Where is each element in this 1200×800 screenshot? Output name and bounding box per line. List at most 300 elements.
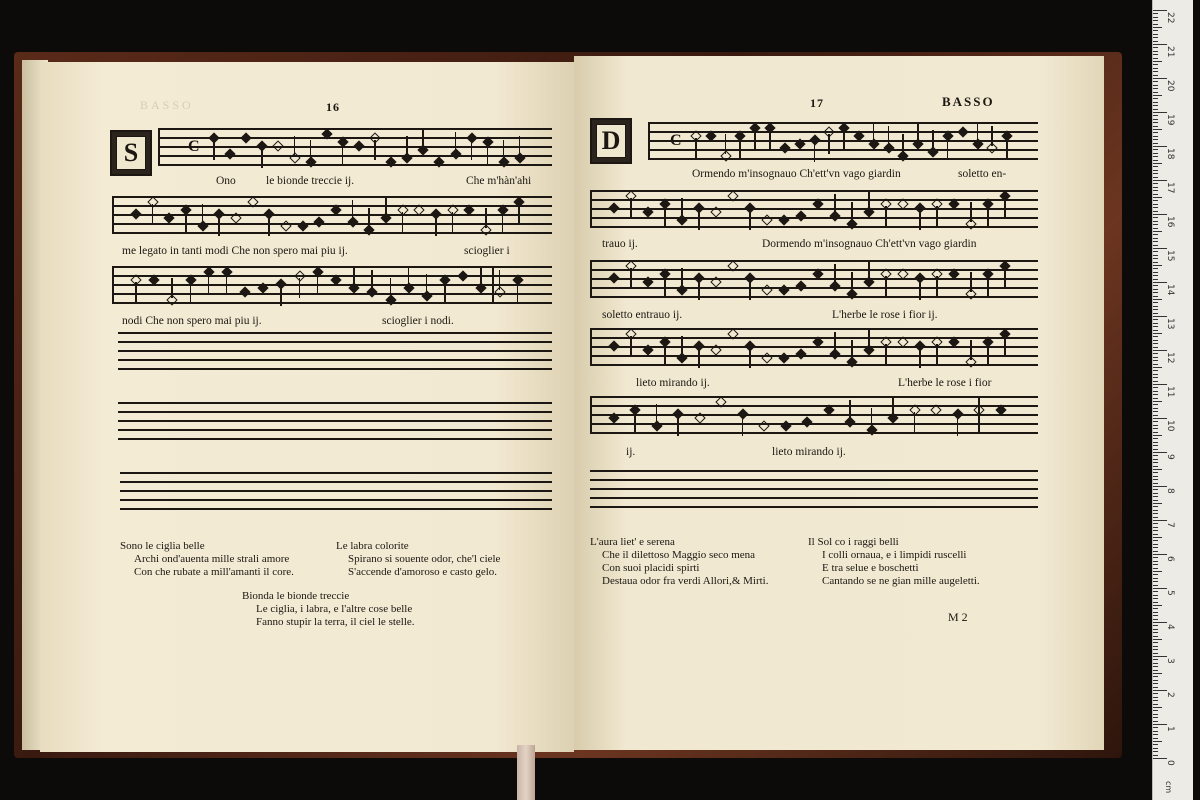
- note-stem: [630, 198, 632, 218]
- ruler-tick: [1153, 659, 1158, 660]
- ruler-tick: [1153, 279, 1158, 280]
- note-stem: [135, 282, 137, 302]
- initial-letter: D: [596, 124, 626, 158]
- ruler-tick: [1153, 683, 1158, 684]
- ruler-tick: [1153, 506, 1158, 507]
- ruler-tick: [1153, 129, 1162, 130]
- ruler-tick: [1153, 296, 1158, 297]
- note-stem: [987, 276, 989, 296]
- ruler-tick: [1153, 173, 1158, 174]
- note-stem: [695, 138, 697, 158]
- note-stem: [749, 348, 751, 368]
- music-staff-2: [590, 190, 1038, 230]
- note-stem: [374, 140, 376, 160]
- ruler-tick: [1153, 690, 1167, 691]
- ruler-label: 13: [1165, 318, 1175, 330]
- ruler-tick: [1153, 204, 1158, 205]
- note-stem: [873, 122, 875, 142]
- ruler-label: 9: [1165, 454, 1175, 460]
- note-stem: [871, 408, 873, 428]
- note-stem: [268, 216, 270, 236]
- ruler-tick: [1153, 588, 1167, 589]
- ruler-tick: [1153, 612, 1158, 613]
- ruler-tick: [1153, 435, 1162, 436]
- music-note: [779, 142, 790, 153]
- bar-line: [590, 328, 592, 366]
- empty-staff: [120, 472, 552, 512]
- note-stem: [698, 348, 700, 368]
- ruler-tick: [1153, 561, 1158, 562]
- ruler-tick: [1153, 591, 1158, 592]
- ruler-tick: [1153, 649, 1158, 650]
- ruler-tick: [1153, 700, 1158, 701]
- ruler-tick: [1153, 527, 1158, 528]
- ruler-tick: [1153, 132, 1158, 133]
- note-stem: [213, 140, 215, 160]
- ruler-tick: [1153, 398, 1158, 399]
- ruler-tick: [1153, 449, 1158, 450]
- ruler-label: 10: [1165, 420, 1175, 432]
- ruler-tick: [1153, 687, 1158, 688]
- note-stem: [868, 190, 870, 210]
- note-stem: [987, 206, 989, 226]
- note-stem: [892, 396, 894, 416]
- note-stem: [261, 148, 263, 168]
- empty-staff: [118, 402, 552, 442]
- ruler-tick: [1153, 469, 1162, 470]
- ruler-tick: [1153, 47, 1158, 48]
- ruler-tick: [1153, 302, 1158, 303]
- note-stem: [368, 208, 370, 228]
- ruler-tick: [1153, 309, 1158, 310]
- ruler-tick: [1153, 160, 1158, 161]
- music-staff-5: [590, 396, 1038, 436]
- ruler-tick: [1153, 61, 1162, 62]
- note-stem: [353, 266, 355, 286]
- note-stem: [208, 274, 210, 294]
- note-stem: [957, 416, 959, 436]
- ruler-tick: [1153, 404, 1158, 405]
- ruler-tick: [1153, 486, 1167, 487]
- ruler-tick: [1153, 44, 1167, 45]
- note-stem: [503, 140, 505, 160]
- bookmark-ribbon: [517, 745, 535, 800]
- ruler-tick: [1153, 714, 1158, 715]
- ruler-tick: [1153, 411, 1158, 412]
- ruler-tick: [1153, 455, 1158, 456]
- ruler-tick: [1153, 625, 1158, 626]
- ruler-tick: [1153, 364, 1158, 365]
- lyric: soletto en-: [958, 168, 1007, 180]
- ruler-tick: [1153, 391, 1158, 392]
- ruler-tick: [1153, 608, 1158, 609]
- ruler-tick: [1153, 632, 1158, 633]
- ruler-tick: [1153, 693, 1158, 694]
- music-staff-3: [112, 266, 552, 306]
- ruler-tick: [1153, 574, 1158, 575]
- ruler-tick: [1153, 306, 1158, 307]
- ruler-label: 6: [1165, 556, 1175, 562]
- music-note: [239, 286, 250, 297]
- bar-line: [590, 190, 592, 228]
- ruler-tick: [1153, 360, 1158, 361]
- page-number: 16: [326, 100, 340, 114]
- ruler-tick: [1153, 238, 1158, 239]
- music-note: [608, 202, 619, 213]
- ruler-label: 12: [1165, 352, 1175, 364]
- running-header: BASSO: [942, 94, 995, 109]
- music-note: [434, 156, 445, 167]
- lyric: lieto mirando ij.: [772, 446, 846, 458]
- ruler-tick: [1153, 401, 1162, 402]
- ruler-tick: [1153, 415, 1158, 416]
- ruler-tick: [1153, 228, 1158, 229]
- note-stem: [843, 130, 845, 150]
- ruler-tick: [1153, 275, 1158, 276]
- music-note: [608, 272, 619, 283]
- ruler-tick: [1153, 394, 1158, 395]
- note-stem: [342, 144, 344, 164]
- ruler-tick: [1153, 554, 1167, 555]
- ruler-tick: [1153, 489, 1158, 490]
- ruler-tick: [1153, 605, 1162, 606]
- note-stem: [471, 140, 473, 160]
- ruler-tick: [1153, 183, 1158, 184]
- ruler-label: 5: [1165, 590, 1175, 596]
- note-stem: [480, 266, 482, 286]
- note-stem: [317, 274, 319, 294]
- ruler-label: 15: [1165, 250, 1175, 262]
- ruler-tick: [1153, 367, 1162, 368]
- ruler-tick: [1153, 299, 1162, 300]
- ruler-tick: [1153, 27, 1162, 28]
- bar-line: [648, 122, 650, 160]
- note-stem: [725, 134, 727, 154]
- note-stem: [455, 132, 457, 152]
- ruler-tick: [1153, 636, 1158, 637]
- ruler-tick: [1153, 272, 1158, 273]
- ruler-tick: [1153, 680, 1158, 681]
- ruler-tick: [1153, 340, 1158, 341]
- ruler-tick: [1153, 88, 1158, 89]
- ruler-tick: [1153, 85, 1158, 86]
- music-note: [273, 140, 284, 151]
- ruler-tick: [1153, 146, 1167, 147]
- ruler-tick: [1153, 734, 1158, 735]
- ruler-tick: [1153, 126, 1158, 127]
- ruler-tick: [1153, 381, 1158, 382]
- ruler-tick: [1153, 34, 1158, 35]
- ruler-tick: [1153, 92, 1158, 93]
- ruler-tick: [1153, 13, 1158, 14]
- ruler-tick: [1153, 387, 1158, 388]
- note-stem: [677, 416, 679, 436]
- note-stem: [936, 276, 938, 296]
- music-note: [314, 216, 325, 227]
- clef: C: [670, 132, 682, 149]
- ruler-tick: [1153, 136, 1158, 137]
- ruler-tick: [1153, 58, 1158, 59]
- note-stem: [834, 194, 836, 214]
- note-stem: [435, 216, 437, 236]
- ruler-label: 18: [1165, 148, 1175, 160]
- note-stem: [408, 266, 410, 286]
- ruler-tick: [1153, 350, 1167, 351]
- note-stem: [444, 282, 446, 302]
- ruler-label: 14: [1165, 284, 1175, 296]
- clef: C: [188, 138, 200, 155]
- ruler-tick: [1153, 629, 1158, 630]
- ruler-tick: [1153, 330, 1158, 331]
- music-staff-3: [590, 260, 1038, 300]
- ruler-tick: [1153, 323, 1158, 324]
- ruler-tick: [1153, 483, 1158, 484]
- ruler-tick: [1153, 384, 1167, 385]
- ruler-label: 7: [1165, 522, 1175, 528]
- ruler-tick: [1153, 758, 1167, 759]
- note-stem: [664, 344, 666, 364]
- ruler-tick: [1153, 598, 1158, 599]
- ruler-tick: [1153, 544, 1158, 545]
- ruler-tick: [1153, 741, 1162, 742]
- music-staff-1: [158, 128, 552, 168]
- ruler-tick: [1153, 377, 1158, 378]
- measuring-ruler: [1152, 0, 1193, 800]
- note-stem: [970, 202, 972, 222]
- ruler-tick: [1153, 503, 1162, 504]
- ruler-tick: [1153, 513, 1158, 514]
- right-page: [574, 56, 1104, 750]
- note-stem: [902, 134, 904, 154]
- note-stem: [352, 200, 354, 220]
- note-stem: [814, 142, 816, 162]
- ruler-tick: [1153, 557, 1158, 558]
- bar-line: [112, 266, 114, 304]
- ruler-tick: [1153, 10, 1167, 11]
- verse-stanza: Bionda le bionde treccie Le ciglia, i labra, e l'altre cose belle Fanno stupir la terra, il ciel le stelle.: [242, 590, 415, 628]
- note-stem: [422, 128, 424, 148]
- note-stem: [885, 344, 887, 364]
- ruler-tick: [1153, 64, 1158, 65]
- ruler-tick: [1153, 224, 1158, 225]
- ruler-tick: [1153, 717, 1158, 718]
- note-stem: [917, 122, 919, 142]
- note-stem: [851, 272, 853, 292]
- ruler-tick: [1153, 466, 1158, 467]
- note-stem: [202, 204, 204, 224]
- note-stem: [932, 130, 934, 150]
- note-stem: [656, 404, 658, 424]
- music-note: [795, 348, 806, 359]
- note-stem: [828, 134, 830, 154]
- ruler-tick: [1153, 319, 1158, 320]
- ruler-tick: [1153, 540, 1158, 541]
- ruler-tick: [1153, 234, 1158, 235]
- note-stem: [390, 278, 392, 298]
- ruler-tick: [1153, 751, 1158, 752]
- ruler-tick: [1153, 265, 1162, 266]
- ruler-tick: [1153, 595, 1158, 596]
- ruler-tick: [1153, 119, 1158, 120]
- verse-stanza: Le labra colorite Spirano si souente odor, che'l ciele S'accende d'amoroso e casto gelo.: [336, 540, 501, 578]
- note-stem: [502, 212, 504, 232]
- lyric: Ormendo m'insognauo Ch'ett'vn vago giardin: [692, 168, 901, 180]
- ruler-tick: [1153, 707, 1162, 708]
- note-stem: [919, 280, 921, 300]
- lyric: L'herbe le rose i fior: [898, 377, 992, 389]
- left-page: [40, 62, 574, 752]
- page-number: 17: [810, 96, 824, 110]
- note-stem: [851, 202, 853, 222]
- note-stem: [299, 278, 301, 298]
- music-note: [130, 208, 141, 219]
- ruler-tick: [1153, 177, 1158, 178]
- ruler-tick: [1153, 255, 1158, 256]
- note-stem: [834, 264, 836, 284]
- ruler-tick: [1153, 646, 1158, 647]
- ruler-tick: [1153, 115, 1158, 116]
- verse-stanza: L'aura liet' e serena Che il dilettoso Maggio seco mena Con suoi placidi spirti Destaua odor fra verdi Allori,& Mirti.: [590, 536, 769, 587]
- signature-mark: M 2: [948, 610, 968, 624]
- ruler-tick: [1153, 211, 1158, 212]
- note-stem: [936, 344, 938, 364]
- ruler-tick: [1153, 268, 1158, 269]
- ruler-tick: [1153, 520, 1167, 521]
- note-stem: [406, 136, 408, 156]
- ruler-tick: [1153, 496, 1158, 497]
- music-staff-2: [112, 196, 552, 236]
- ruler-tick: [1153, 721, 1158, 722]
- ruler-tick: [1153, 221, 1158, 222]
- bar-line: [158, 128, 160, 166]
- ruler-tick: [1153, 163, 1162, 164]
- ruler-tick: [1153, 670, 1158, 671]
- note-stem: [914, 412, 916, 432]
- ruler-tick: [1153, 445, 1158, 446]
- ruler-tick: [1153, 258, 1158, 259]
- ruler-tick: [1153, 731, 1158, 732]
- ruler-tick: [1153, 472, 1158, 473]
- lyric: Dormendo m'insognauo Ch'ett'vn vago giardin: [762, 238, 977, 250]
- ruler-tick: [1153, 343, 1158, 344]
- ruler-tick: [1153, 676, 1158, 677]
- ruler-tick: [1153, 530, 1158, 531]
- ruler-tick: [1153, 98, 1158, 99]
- ruler-tick: [1153, 30, 1158, 31]
- ruler-tick: [1153, 370, 1158, 371]
- ruler-tick: [1153, 170, 1158, 171]
- ruler-tick: [1153, 493, 1158, 494]
- ruler-label: 8: [1165, 488, 1175, 494]
- music-staff-1: [648, 122, 1038, 162]
- ruler-tick: [1153, 166, 1158, 167]
- note-stem: [970, 272, 972, 292]
- music-staff-4: [590, 328, 1038, 368]
- ruler-tick: [1153, 95, 1162, 96]
- note-stem: [485, 208, 487, 228]
- ruler-label: 1: [1165, 726, 1175, 732]
- ruler-tick: [1153, 245, 1158, 246]
- ruler-tick: [1153, 326, 1158, 327]
- lyric: Ono: [216, 175, 236, 187]
- ruler-tick: [1153, 602, 1158, 603]
- ruler-tick: [1153, 353, 1158, 354]
- ruler-tick: [1153, 313, 1158, 314]
- ruler-tick: [1153, 37, 1158, 38]
- ruler-tick: [1153, 571, 1162, 572]
- note-stem: [185, 212, 187, 232]
- ruler-tick: [1153, 285, 1158, 286]
- note-stem: [499, 270, 501, 290]
- note-stem: [1006, 138, 1008, 158]
- music-note: [608, 340, 619, 351]
- note-stem: [742, 416, 744, 436]
- bar-line: [492, 266, 494, 304]
- note-stem: [749, 210, 751, 230]
- note-stem: [371, 270, 373, 290]
- ruler-tick: [1153, 568, 1158, 569]
- verse-stanza: Il Sol co i raggi belli I colli ornaua, e i limpidi ruscelli E tra selue e boschetti Cantando se ne gian mille augeletti.: [808, 536, 980, 587]
- ruler-tick: [1153, 581, 1158, 582]
- note-stem: [977, 122, 979, 142]
- ruler-tick: [1153, 54, 1158, 55]
- ruler-tick: [1153, 75, 1158, 76]
- note-stem: [834, 332, 836, 352]
- ruler-tick: [1153, 153, 1158, 154]
- ruler-tick: [1153, 81, 1158, 82]
- bar-line: [590, 260, 592, 298]
- ruler-tick: [1153, 231, 1162, 232]
- music-note: [795, 280, 806, 291]
- ruler-tick: [1153, 523, 1158, 524]
- decorated-initial: [590, 118, 632, 164]
- ruler-tick: [1153, 748, 1158, 749]
- ruler-tick: [1153, 333, 1162, 334]
- lyric: scioglier i: [464, 245, 510, 257]
- bar-line: [978, 396, 980, 434]
- ruler-tick: [1153, 537, 1162, 538]
- ruler-tick: [1153, 197, 1162, 198]
- ruler-tick: [1153, 251, 1158, 252]
- ruler-tick: [1153, 109, 1158, 110]
- ruler-tick: [1153, 663, 1158, 664]
- ruler-tick: [1153, 442, 1158, 443]
- note-stem: [769, 130, 771, 150]
- ruler-tick: [1153, 755, 1158, 756]
- ruler-tick: [1153, 578, 1158, 579]
- note-stem: [970, 340, 972, 360]
- ruler-label: 22: [1165, 12, 1175, 24]
- ruler-tick: [1153, 673, 1162, 674]
- ruler-tick: [1153, 534, 1158, 535]
- ruler-tick: [1153, 149, 1158, 150]
- ruler-tick: [1153, 41, 1158, 42]
- ruler-tick: [1153, 697, 1158, 698]
- ruler-tick: [1153, 24, 1158, 25]
- music-note: [241, 132, 252, 143]
- ruler-tick: [1153, 187, 1158, 188]
- note-stem: [919, 210, 921, 230]
- lyric: trauo ij.: [602, 238, 638, 250]
- note-stem: [402, 212, 404, 232]
- ruler-tick: [1153, 510, 1158, 511]
- ruler-tick: [1153, 615, 1158, 616]
- ruler-tick: [1153, 744, 1158, 745]
- ruler-tick: [1153, 408, 1158, 409]
- note-stem: [1004, 198, 1006, 218]
- lyric: Che m'hàn'ahi: [466, 175, 532, 187]
- note-stem: [385, 196, 387, 216]
